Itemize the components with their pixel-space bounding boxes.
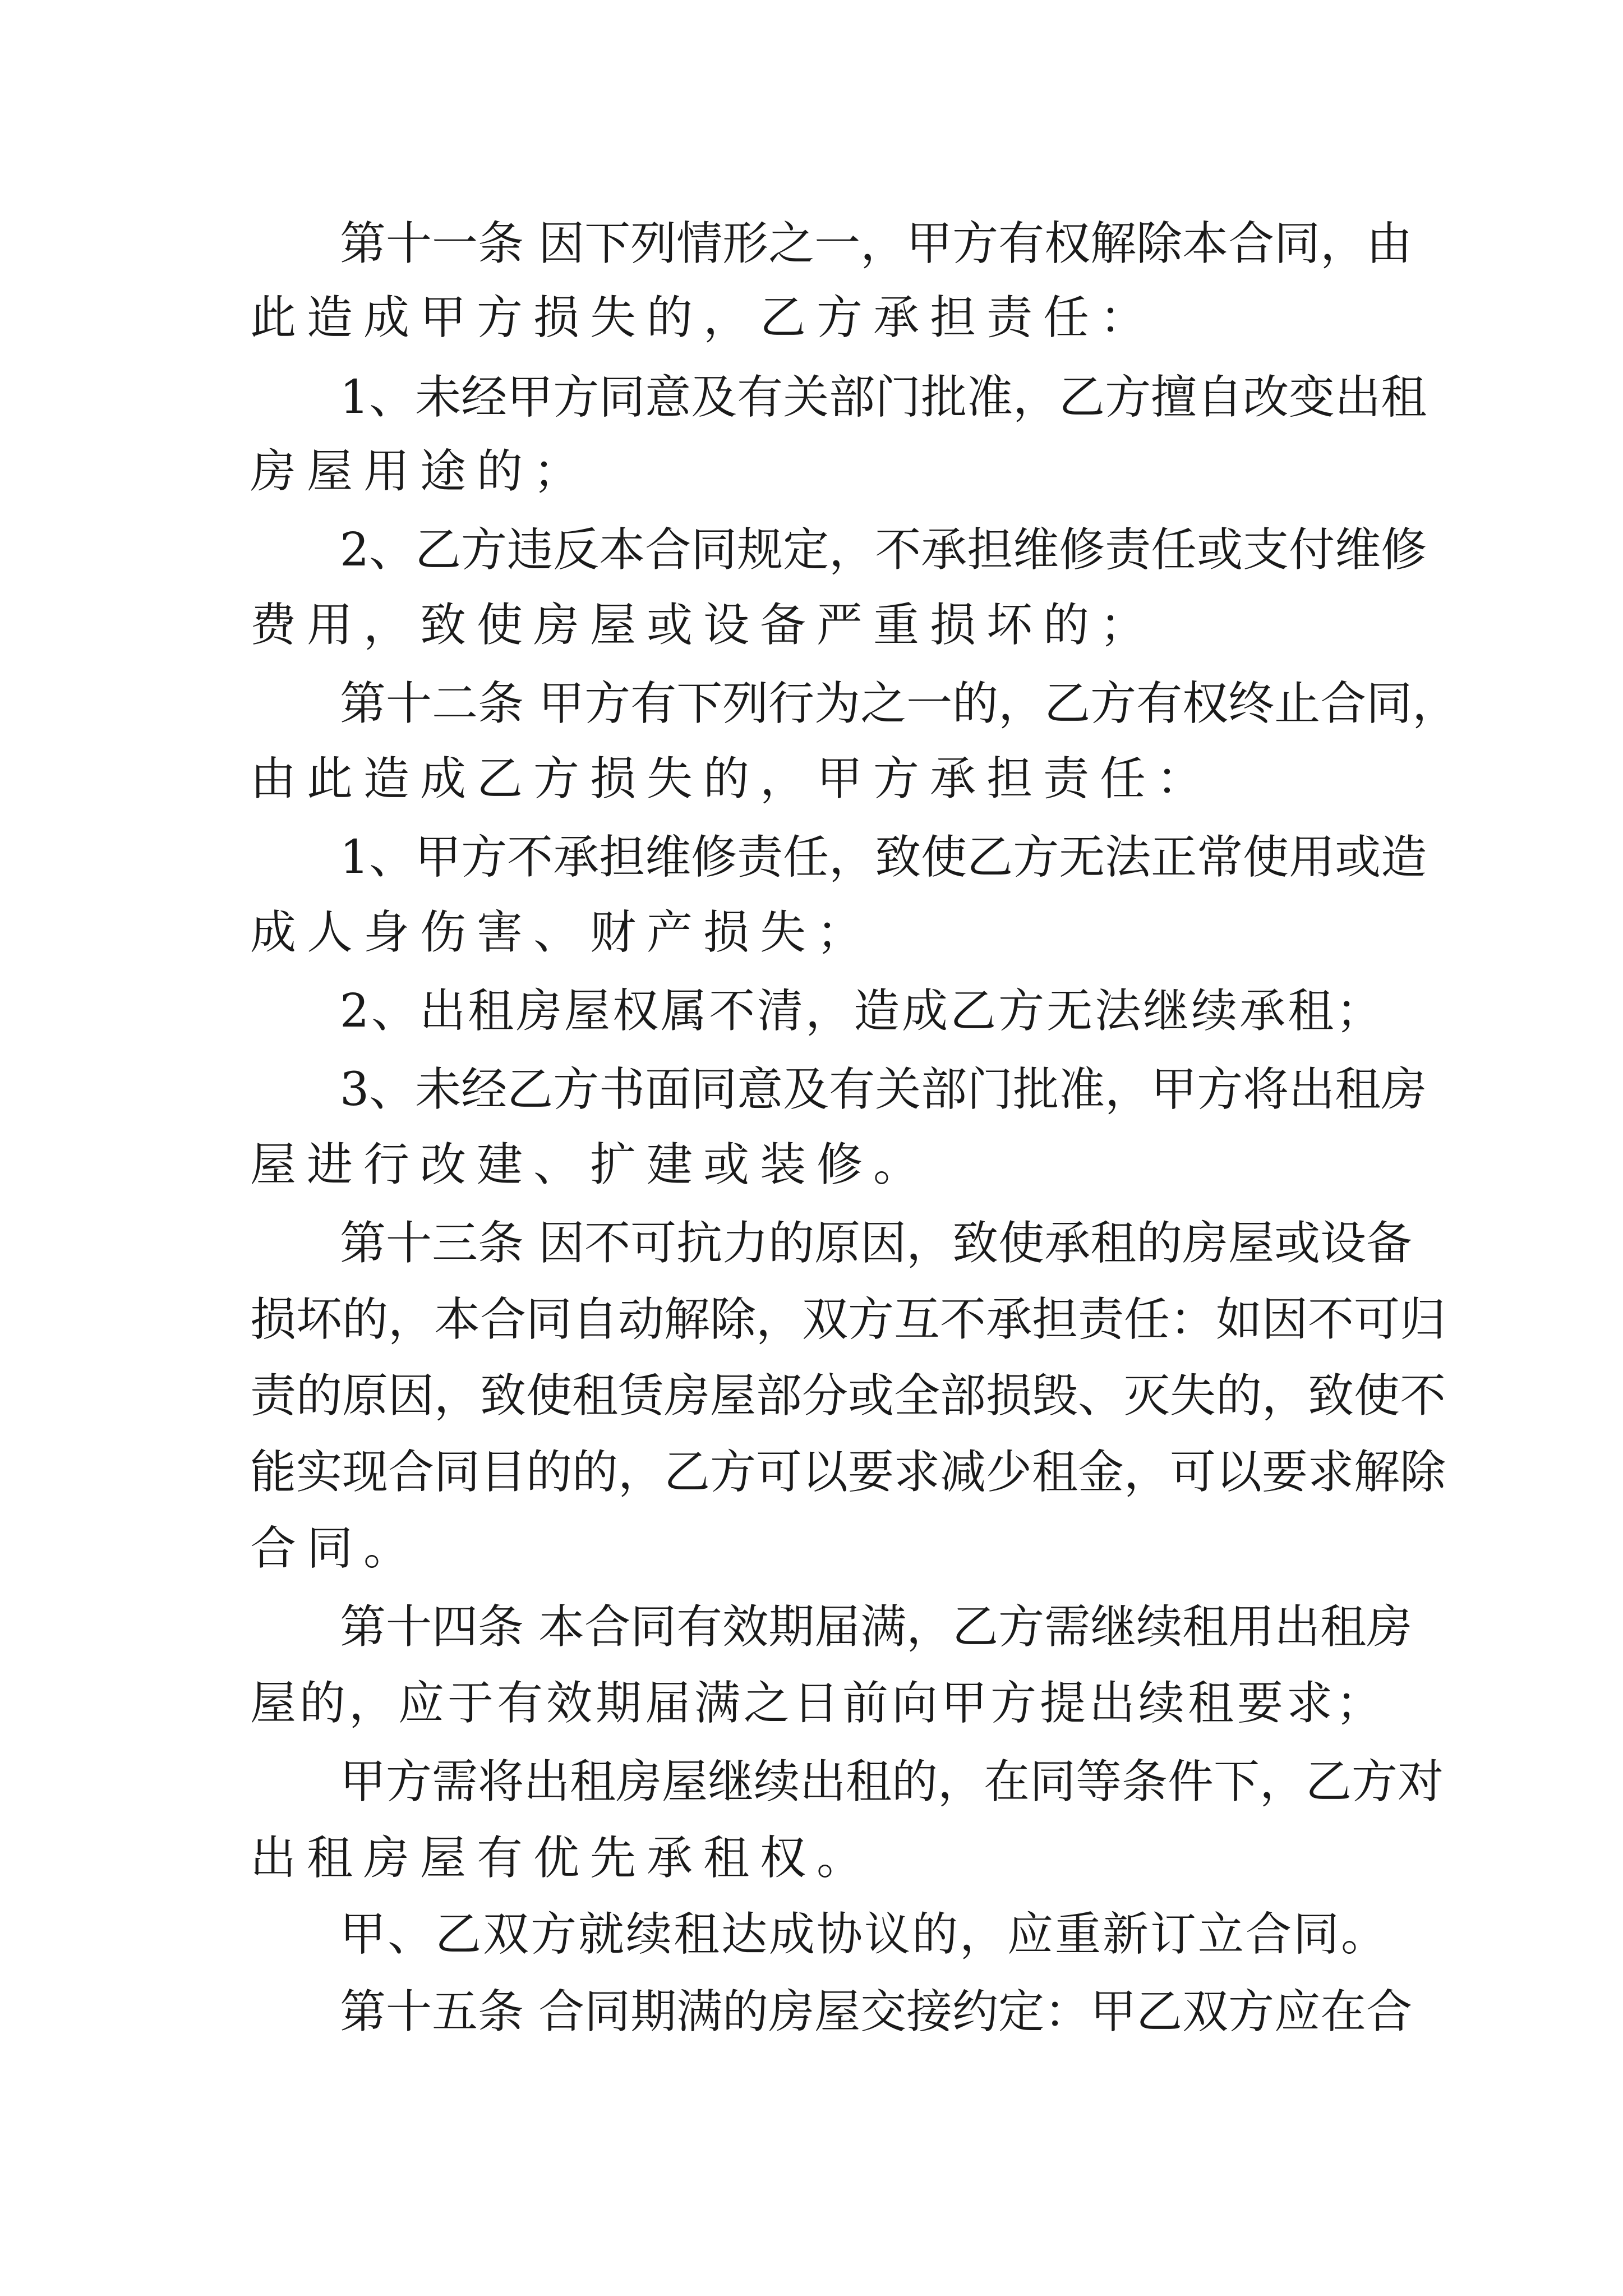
text-line: 1、甲方不承担维修责任，致使乙方无法正常使用或造 [340,831,1427,884]
text-line: 3、未经乙方书面同意及有关部门批准，甲方将出租房 [340,1063,1427,1116]
text-line: 由此造成乙方损失的，甲方承担责任： [250,752,1214,806]
text-line: 甲方需将出租房屋继续出租的，在同等条件下，乙方对 [340,1755,1444,1809]
text-line: 合同。 [250,1522,421,1575]
text-line: 此造成甲方损失的，乙方承担责任： [250,291,1157,344]
text-line: 甲、乙双方就续租达成协议的，应重新订立合同。 [340,1908,1389,1961]
text-line: 第十一条 因下列情形之一，甲方有权解除本合同，由 [340,217,1413,270]
text-line: 屋进行改建、扩建或装修。 [250,1138,930,1191]
text-line: 屋的，应于有效期届满之日前向甲方提出续租要求； [250,1677,1386,1730]
text-line: 出租房屋有优先承租权。 [250,1832,874,1885]
text-line: 能实现合同目的的，乙方可以要求减少租金，可以要求解除 [250,1446,1446,1499]
text-line: 损坏的，本合同自动解除，双方互不承担责任：如因不可归 [250,1293,1446,1346]
text-line: 费用，致使房屋或设备严重损坏的； [250,599,1157,652]
text-line: 成人身伤害、财产损失； [250,906,874,959]
text-line: 第十四条 本合同有效期届满，乙方需继续租用出租房 [340,1600,1413,1654]
text-line: 房屋用途的； [250,445,591,498]
text-line: 第十三条 因不可抗力的原因，致使承租的房屋或设备 [340,1217,1413,1270]
text-line: 第十二条 甲方有下列行为之一的，乙方有权终止合同， [340,677,1459,730]
text-line: 责的原因，致使租赁房屋部分或全部损毁、灭失的，致使不 [250,1369,1446,1423]
text-line: 2、乙方违反本合同规定，不承担维修责任或支付维修 [340,523,1427,577]
text-line: 2、出租房屋权属不清，造成乙方无法继续承租； [340,984,1385,1038]
text-line: 第十五条 合同期满的房屋交接约定：甲乙双方应在合 [340,1985,1413,2039]
text-line: 1、未经甲方同意及有关部门批准，乙方擅自改变出租 [340,371,1427,424]
